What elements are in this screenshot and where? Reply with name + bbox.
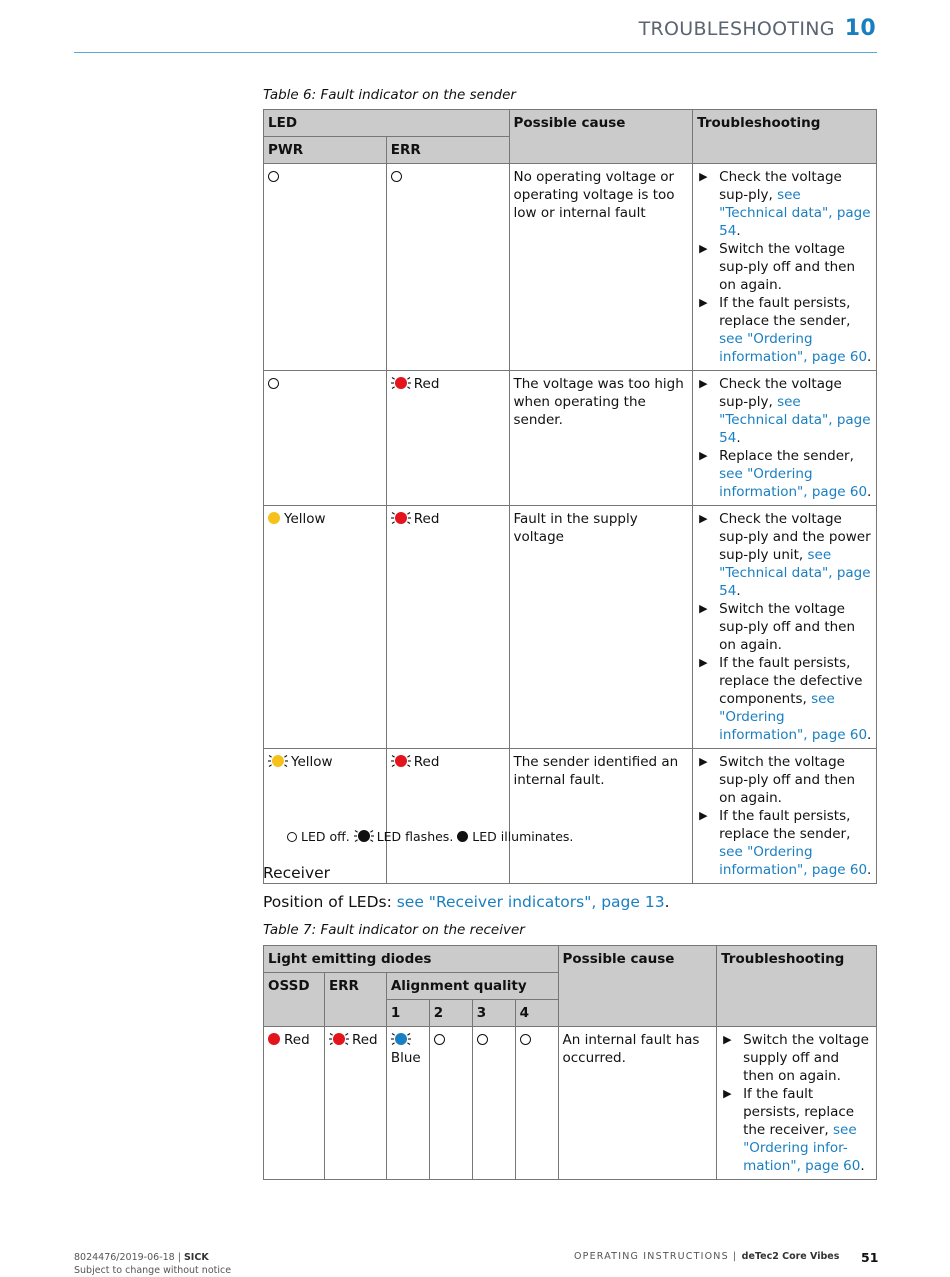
footer-left [74, 1251, 231, 1277]
list-item: ▶ Switch the voltage sup-ply off and then on again. [697, 240, 872, 294]
footer-center [574, 1251, 839, 1262]
table6-caption: Table 6: Fault indicator on the sender [263, 87, 516, 103]
led-flash-icon [354, 829, 374, 843]
led-legend: LED off. LED flashes. LED illuminates. [287, 829, 573, 844]
ossd-cell: Red [264, 1027, 325, 1180]
doc-type: OPERATING INSTRUCTIONS | [574, 1251, 742, 1262]
list-item: ▶ If the fault persists, replace the receiver, see "Ordering infor-mation", page 60. [721, 1085, 872, 1175]
led-off-icon [287, 832, 297, 842]
table7-head-cause: Possible cause [558, 946, 717, 1027]
link-ordering-information[interactable]: see "Ordering information", page 60 [719, 691, 868, 743]
q4-cell [515, 1027, 558, 1180]
list-item: ▶ Check the voltage sup-ply, see "Technical data", page 54. [697, 168, 872, 240]
led-flash-yellow-icon [268, 754, 288, 768]
led-flash-red-icon [391, 511, 411, 525]
led-off-icon [477, 1034, 488, 1045]
link-receiver-indicators[interactable]: see "Receiver indicators", page 13 [396, 893, 665, 911]
table7-head-ossd: OSSD [264, 973, 325, 1027]
list-item: ▶ Check the voltage sup-ply, see "Technical data", page 54. [697, 375, 872, 447]
link-technical-data[interactable]: see "Technical data", page 54 [719, 547, 871, 599]
pwr-cell: Yellow [264, 506, 387, 749]
table6-head-err: ERR [386, 137, 509, 164]
led-flash-red-icon [329, 1032, 349, 1046]
link-technical-data[interactable]: see "Technical data", page 54 [719, 394, 871, 446]
table-row [264, 749, 877, 884]
chapter-number: 10 [844, 16, 876, 41]
q1-cell: Blue [386, 1027, 429, 1180]
led-flash-red-icon [391, 376, 411, 390]
led-off-icon [391, 171, 402, 182]
cause-cell: The voltage was too high when operating the sender. [509, 371, 693, 506]
table7-head-troubleshooting: Troubleshooting [717, 946, 877, 1027]
table-row [264, 1027, 877, 1180]
section-title: TROUBLESHOOTING [638, 18, 835, 40]
cause-cell: No operating voltage or operating voltage is too low or internal fault [509, 164, 693, 371]
led-on-red-icon [268, 1033, 280, 1045]
table7-head-q2: 2 [429, 1000, 472, 1027]
err-cell: Red [324, 1027, 386, 1180]
pwr-cell [264, 371, 387, 506]
list-item: ▶ Replace the sender, see "Ordering information", page 60. [697, 447, 872, 501]
table7-head-q4: 4 [515, 1000, 558, 1027]
pwr-cell [264, 164, 387, 371]
table7 [263, 945, 877, 1180]
cause-cell: Fault in the supply voltage [509, 506, 693, 749]
led-off-icon [268, 171, 279, 182]
link-technical-data[interactable]: see "Technical data", page 54 [719, 187, 871, 239]
list-item: ▶ Check the voltage sup-ply and the power sup-ply unit, see "Technical data", page 54. [697, 510, 872, 600]
troubleshooting-cell [693, 749, 877, 884]
troubleshooting-cell [693, 164, 877, 371]
led-on-yellow-icon [268, 512, 280, 524]
change-notice: Subject to change without notice [74, 1265, 232, 1276]
table6-head-pwr: PWR [264, 137, 387, 164]
list-item: ▶ Switch the voltage sup-ply off and then on again. [697, 753, 872, 807]
receiver-position: Position of LEDs: see "Receiver indicators", page 13. [263, 893, 670, 911]
led-off-icon [520, 1034, 531, 1045]
table-row [264, 371, 877, 506]
table-row [264, 506, 877, 749]
cause-cell: The sender identified an internal fault. [509, 749, 693, 884]
list-item: ▶ If the fault persists, replace the sender, see "Ordering information", page 60. [697, 807, 872, 879]
led-on-icon [457, 831, 468, 842]
led-flash-red-icon [391, 754, 411, 768]
q2-cell [429, 1027, 472, 1180]
err-cell: Red [386, 749, 509, 884]
table6-head-troubleshooting: Troubleshooting [693, 110, 877, 164]
troubleshooting-cell [693, 371, 877, 506]
list-item: ▶ Switch the voltage sup-ply off and then on again. [697, 600, 872, 654]
pwr-cell: Yellow [264, 749, 387, 884]
troubleshooting-cell [717, 1027, 877, 1180]
q3-cell [472, 1027, 515, 1180]
led-off-icon [434, 1034, 445, 1045]
receiver-heading: Receiver [263, 864, 331, 882]
cause-cell: An internal fault has occurred. [558, 1027, 717, 1180]
page-number: 51 [861, 1250, 879, 1265]
err-cell [386, 164, 509, 371]
link-ordering-information[interactable]: see "Ordering information", page 60 [719, 844, 868, 878]
table7-head-err: ERR [324, 973, 386, 1027]
brand: SICK [183, 1252, 209, 1263]
err-cell: Red [386, 371, 509, 506]
header-rule [74, 52, 877, 53]
table7-head-q3: 3 [472, 1000, 515, 1027]
table-row [264, 164, 877, 371]
link-ordering-information[interactable]: see "Ordering information", page 60 [719, 466, 868, 500]
troubleshooting-cell [693, 506, 877, 749]
table6-head-led: LED [264, 110, 510, 137]
led-flash-blue-icon [391, 1032, 411, 1046]
table6-head-cause: Possible cause [509, 110, 693, 164]
link-ordering-information[interactable]: see "Ordering infor-mation", page 60 [743, 1122, 861, 1174]
table6 [263, 109, 877, 884]
running-header [639, 16, 876, 41]
table7-head-alignment: Alignment quality [386, 973, 558, 1000]
err-cell: Red [386, 506, 509, 749]
product-name: deTec2 Core Vibes [741, 1251, 840, 1262]
doc-number: 8024476/2019-06-18 | [74, 1252, 184, 1263]
list-item: ▶ If the fault persists, replace the defective components, see "Ordering information", page 60. [697, 654, 872, 744]
table7-caption: Table 7: Fault indicator on the receiver [263, 922, 525, 938]
link-ordering-information[interactable]: see "Ordering information", page 60 [719, 331, 868, 365]
table7-head-led: Light emitting diodes [264, 946, 559, 973]
list-item: ▶ Switch the voltage supply off and then on again. [721, 1031, 872, 1085]
led-off-icon [268, 378, 279, 389]
table7-head-q1: 1 [386, 1000, 429, 1027]
list-item: ▶ If the fault persists, replace the sender, see "Ordering information", page 60. [697, 294, 872, 366]
